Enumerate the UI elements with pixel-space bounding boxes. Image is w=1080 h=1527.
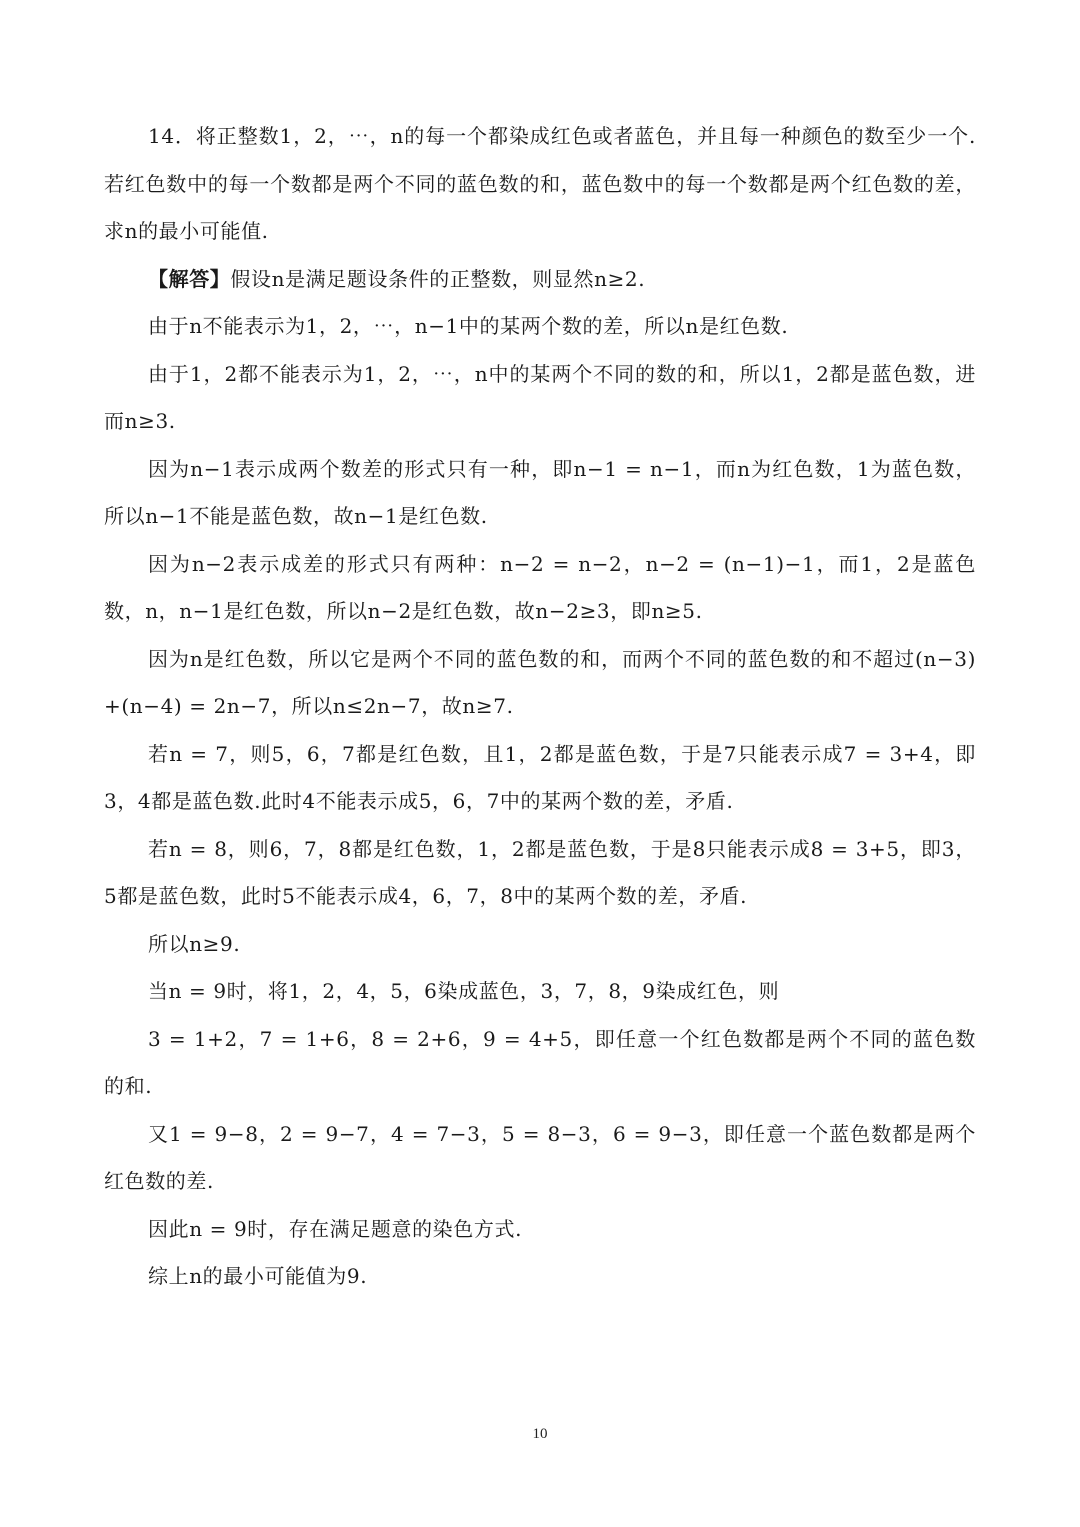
- solution-paragraph: 3 = 1+2，7 = 1+6，8 = 2+6，9 = 4+5，即任意一个红色数都是两个不同的蓝色数的和.: [104, 1026, 976, 1098]
- solution-paragraph: 又1 = 9−8，2 = 9−7，4 = 7−3，5 = 8−3，6 = 9−3，即任意一个蓝色数都是两个红色数的差.: [104, 1121, 976, 1193]
- solution-paragraph: 所以n≥9.: [148, 931, 241, 956]
- page-number: 10: [532, 1426, 548, 1442]
- solution-paragraph: 当n = 9时，将1，2，4，5，6染成蓝色，3，7，8，9染成红色，则: [148, 979, 780, 1003]
- solution-paragraph: 由于n不能表示为1，2，⋯，n−1中的某两个数的差，所以n是红色数.: [148, 314, 789, 338]
- solution-paragraph: 若n = 7，则5，6，7都是红色数，且1，2都是蓝色数，于是7只能表示成7 = 3+4，即3，4都是蓝色数.此时4不能表示成5，6，7中的某两个数的差，矛盾.: [104, 741, 976, 813]
- content-area: [104, 113, 976, 1301]
- solution-paragraph: 因此n = 9时，存在满足题意的染色方式.: [148, 1216, 523, 1241]
- solution-intro: [104, 256, 976, 304]
- problem-statement: 14．将正整数1，2，⋯，n的每一个都染成红色或者蓝色，并且每一种颜色的数至少一个.若红色数中的每一个数都是两个不同的蓝色数的和，蓝色数中的每一个数都是两个红色数的差，求n的最小可能值.: [104, 124, 976, 243]
- solution-paragraph: 因为n−2表示成差的形式只有两种：n−2 = n−2，n−2 = (n−1)−1，而1，2是蓝色数，n，n−1是红色数，所以n−2是红色数，故n−2≥3，即n≥5.: [104, 551, 976, 623]
- solution-paragraph: 若n = 8，则6，7，8都是红色数，1，2都是蓝色数，于是8只能表示成8 = 3+5，即3，5都是蓝色数，此时5不能表示成4，6，7，8中的某两个数的差，矛盾.: [104, 836, 976, 908]
- solution-paragraph: 因为n是红色数，所以它是两个不同的蓝色数的和，而两个不同的蓝色数的和不超过(n−3)+(n−4) = 2n−7，所以n≤2n−7，故n≥7.: [104, 646, 976, 718]
- solution-paragraph: 因为n−1表示成两个数差的形式只有一种，即n−1 = n−1，而n为红色数，1为蓝色数，所以n−1不能是蓝色数，故n−1是红色数.: [104, 456, 976, 528]
- solution-paragraph: 由于1，2都不能表示为1，2，⋯，n中的某两个不同的数的和，所以1，2都是蓝色数，进而n≥3.: [104, 361, 976, 433]
- solution-label: 【解答】: [148, 266, 231, 291]
- solution-intro-text: 假设n是满足题设条件的正整数，则显然n≥2.: [230, 266, 646, 291]
- solution-conclusion: 综上n的最小可能值为9.: [148, 1264, 368, 1288]
